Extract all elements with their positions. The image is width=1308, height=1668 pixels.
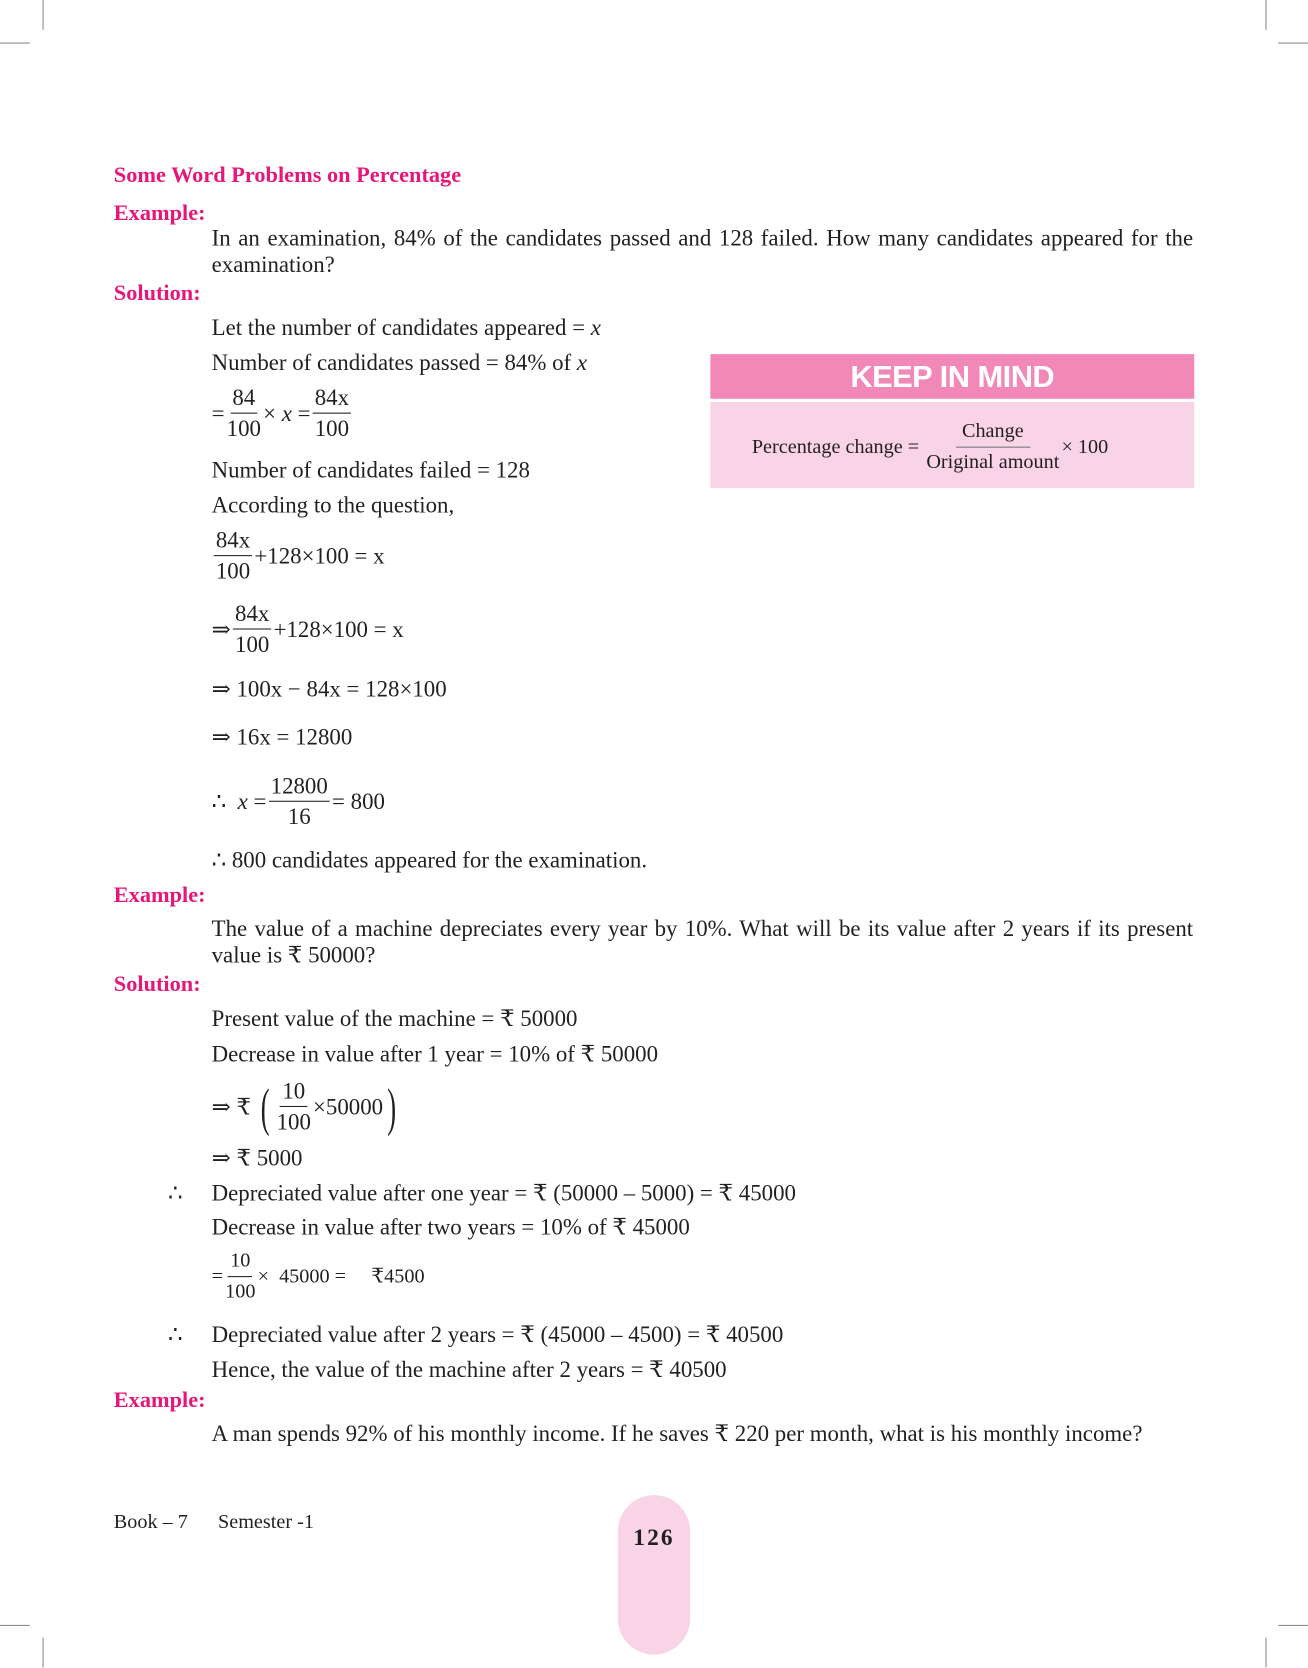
denominator: Original amount <box>926 450 1060 474</box>
footer-semester: Semester -1 <box>217 1511 314 1534</box>
example-label: Example: <box>113 1386 206 1413</box>
solution-line: Decrease in value after two years = 10% of ₹ 45000 <box>211 1214 690 1240</box>
text: +128×100 = x <box>273 616 404 642</box>
solution-line: Depreciated value after 2 years = ₹ (45000 – 4500) = ₹ 40500 <box>211 1321 784 1348</box>
keep-in-mind-box <box>710 402 1194 488</box>
equation <box>212 675 447 703</box>
example-question: A man spends 92% of his monthly income. If he saves ₹ 220 per month, what is his monthly income? <box>211 1420 1143 1447</box>
denominator: 100 <box>215 558 251 584</box>
example-question: In an examination, 84% of the candidates passed and 128 failed. How many candidates appeared for the examination? <box>211 225 1194 278</box>
numerator: Change <box>956 417 1030 448</box>
fraction <box>214 525 253 586</box>
equals: = <box>253 788 267 815</box>
example-label: Example: <box>113 881 206 908</box>
paren: ) <box>387 1076 397 1137</box>
page-number: 126 <box>618 1495 690 1655</box>
fraction <box>227 383 261 444</box>
example-label: Example: <box>113 199 206 226</box>
text: 100x − 84x = 128×100 <box>236 676 447 702</box>
text: = 800 <box>332 788 385 815</box>
equation <box>212 1246 425 1307</box>
crop-mark <box>1278 1625 1308 1626</box>
variable: x <box>237 788 248 815</box>
solution-label: Solution: <box>113 970 201 997</box>
solution-line: ⇒ ₹ 5000 <box>211 1145 303 1171</box>
denominator: 100 <box>225 1280 256 1303</box>
denominator: 100 <box>314 415 350 442</box>
numerator: 84x <box>233 599 272 630</box>
solution-label: Solution: <box>113 279 201 306</box>
text: Number of candidates passed = 84% of <box>211 349 577 376</box>
numerator: 84x <box>214 525 253 556</box>
keep-in-mind-title: KEEP IN MIND <box>710 354 1194 399</box>
paren: ( <box>261 1076 271 1137</box>
denominator: 16 <box>287 803 311 830</box>
variable: x <box>576 349 588 376</box>
implies: ⇒ <box>211 616 231 642</box>
denominator: 100 <box>226 415 261 442</box>
denominator: 100 <box>276 1109 311 1135</box>
text: ⇒ ₹ <box>211 1093 252 1120</box>
variable: x <box>590 314 601 341</box>
solution-line: Present value of the machine = ₹ 50000 <box>211 1005 578 1032</box>
section-title: Some Word Problems on Percentage <box>113 161 462 188</box>
text: Percentage change = <box>751 435 920 458</box>
text: 16x = 12800 <box>236 724 353 750</box>
numerator: 10 <box>280 1076 307 1107</box>
solution-line: Decrease in value after 1 year = 10% of ₹ 50000 <box>211 1041 659 1067</box>
equation <box>212 525 385 586</box>
crop-mark <box>1278 43 1308 44</box>
fraction <box>269 771 330 832</box>
therefore-symbol: ∴ <box>168 1321 183 1348</box>
times: × <box>263 400 276 426</box>
therefore: ∴ <box>211 788 227 815</box>
solution-line: Depreciated value after one year = ₹ (50000 – 5000) = ₹ 45000 <box>211 1180 796 1206</box>
fraction <box>233 599 272 660</box>
crop-mark <box>1265 0 1266 30</box>
crop-mark <box>43 1638 44 1668</box>
text: Let the number of candidates appeared = <box>211 314 591 341</box>
equals: = <box>211 400 225 426</box>
equals: = <box>297 400 311 426</box>
variable: x <box>281 400 292 426</box>
solution-line: According to the question, <box>211 492 455 518</box>
solution-line <box>212 314 601 342</box>
example-question: The value of a machine depreciates every year by 10%. What will be its value after 2 years if its present value is ₹ 50000? <box>211 915 1194 968</box>
crop-mark <box>43 0 44 30</box>
solution-line: Number of candidates failed = 128 <box>211 457 530 483</box>
equals: = <box>211 1264 224 1288</box>
formula <box>752 417 1108 478</box>
numerator: 84x <box>313 383 352 414</box>
implies: ⇒ <box>211 724 231 750</box>
numerator: 84 <box>230 383 257 414</box>
footer-book: Book – 7 <box>113 1511 188 1534</box>
text: × 45000 = ₹4500 <box>257 1264 425 1288</box>
therefore-symbol: ∴ <box>168 1180 183 1206</box>
equation <box>212 1076 401 1137</box>
equation <box>212 723 353 751</box>
implies: ⇒ <box>211 676 231 702</box>
fraction <box>277 1076 311 1137</box>
equation <box>212 771 385 832</box>
conclusion: ∴ 800 candidates appeared for the examination. <box>211 847 648 874</box>
fraction <box>926 417 1059 478</box>
numerator: 12800 <box>269 771 330 802</box>
crop-mark <box>0 43 30 44</box>
solution-line: Hence, the value of the machine after 2 years = ₹ 40500 <box>211 1356 727 1383</box>
equation <box>212 599 404 660</box>
equation <box>212 383 354 444</box>
fraction <box>225 1246 255 1307</box>
text: × 100 <box>1061 435 1109 458</box>
text: ×50000 <box>313 1093 384 1120</box>
numerator: 10 <box>228 1246 252 1277</box>
crop-mark <box>0 1625 30 1626</box>
fraction <box>313 383 352 444</box>
solution-line <box>212 349 587 377</box>
denominator: 100 <box>235 631 270 658</box>
crop-mark <box>1265 1638 1266 1668</box>
text: +128×100 = x <box>254 542 385 569</box>
